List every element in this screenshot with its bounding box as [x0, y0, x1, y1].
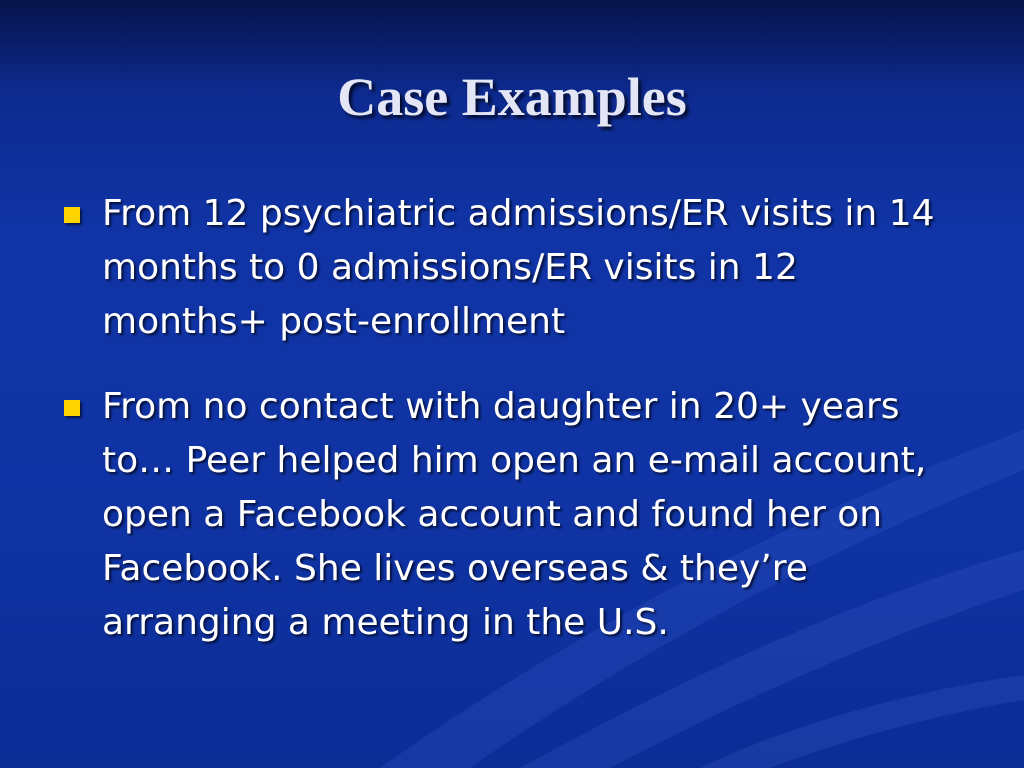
square-bullet-icon — [64, 207, 80, 223]
slide-title: Case Examples — [337, 67, 687, 127]
bullet-item-1 — [62, 187, 972, 349]
bullet-text: From no contact with daughter in 20+ years to… Peer helped him open an e-mail account, open a Facebook account and found her on Facebook. She lives overseas & they’re arranging a meeting in the U.S. — [102, 386, 927, 643]
bullet-item-2 — [62, 380, 972, 650]
bullet-list — [62, 187, 972, 650]
square-bullet-icon — [64, 400, 80, 416]
bullet-text: From 12 psychiatric admissions/ER visits in 14 months to 0 admissions/ER visits in 12 months+ post-enrollment — [102, 193, 935, 342]
